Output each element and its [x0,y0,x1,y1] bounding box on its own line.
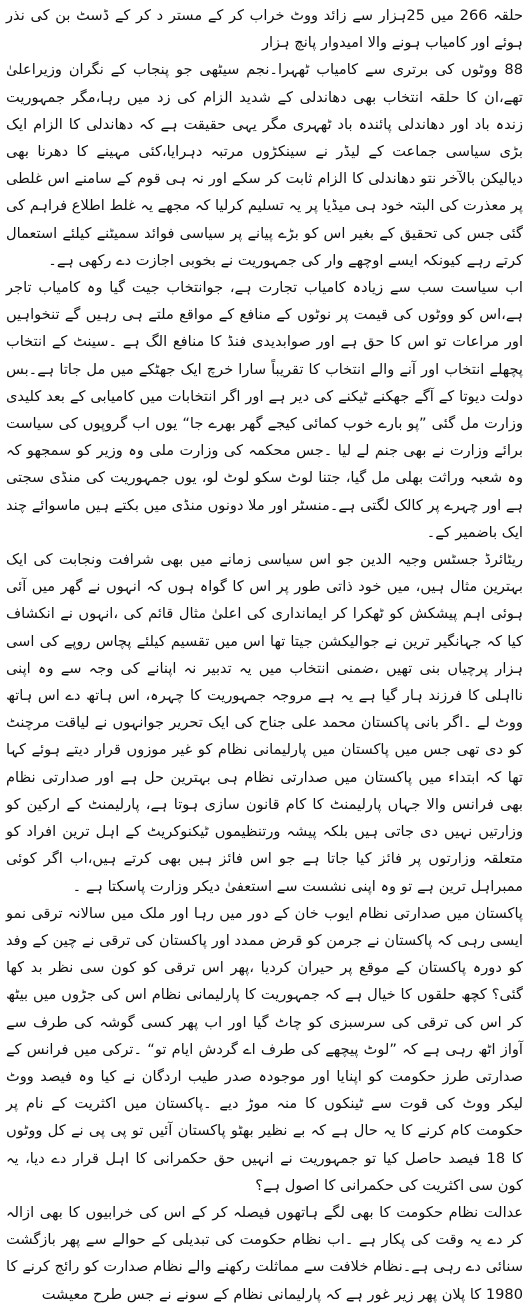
article-paragraph: حلقہ 266 میں 25ہزار سے زائد ووٹ خراب کر کے مستر د کر کے ڈسٹ بن کی نذر ہوئے اور کامیاب ہونے والا امیدوار پانچ ہزار [6,7,523,52]
article-body [6,2,523,1303]
article-paragraph: 88 ووٹوں کی برتری سے کامیاب ٹھہرا۔نجم سیٹھی جو پنجاب کے نگران وزیراعلیٰ تھے،ان کا حلقہ انتخاب بھی دھاندلی کے شدید الزام کی زد میں رہا،مگر جمہوریت زندہ باد اور دھاندلی پائندہ باد ٹھہری مگر یہی حقیقت ہے کہ دھاندلی کا الزام ایک بڑی سیاسی جماعت کے لیڈر نے سینکڑوں مرتبہ دہرایا،کئی مہینے کا دھرنا بھی دیالیکن بالآخر نتو دھاندلی کا الزام ثابت کر سکے اور نہ ہی قوم کے سامنے اس غلطی پر معذرت کی البتہ خود ہی میڈیا پر یہ تسلیم کرلیا کہ مجھے یہ غلط اطلاع فراہم کی گئی جس کی تحقیق کے بغیر اس کو بڑے پیانے پر سیاسی فوائد سمیٹنے کیلئے استعمال کرتے رہے کیونکہ ایسے اوچھے وار کی جمہوریت نے بخوبی اجازت دے رکھی ہے۔ [6,61,523,269]
article-paragraph: عدالت نظام حکومت کا بھی لگے ہاتھوں فیصلہ کر کے اس کی خرابیوں کا بھی ازالہ کر دے یہ وقت کی پکار ہے ۔اب نظام حکومت کی تبدیلی کے حوالے سے پھر بازگشت سنائی دے رہی ہے۔نظام خلافت سے مماثلت رکھنے والے نظام صدارت کو رائج کرنے کا 1980 کا پلان پھر زیر غور ہے کہ پارلیمانی نظام کے سونے نے جس طرح معیشت [6,1203,523,1303]
article-paragraph: اب سیاست سب سے زیادہ کامیاب تجارت ہے، جوانتخاب جیت گیا وہ کامیاب تاجر ہے،اس کو ووٹوں کی قیمت پر نوٹوں کے منافع کے مواقع ملتے ہی رہیں گے تنخواہیں اور مراعات تو اس کا حق ہے اور صوابدیدی فنڈ کا منافع الگ ہے ۔سینٹ کے انتخاب پچھلے انتخاب اور آنے والے انتخاب کا تقریباً سارا خرچ ایک جھٹکے میں مل جاتا ہے۔بس دولت دیوتا کے آگے جھکنے ٹیکنے کی دیر ہے اور اگر انتخابات میں کامیابی کے بعد کلیدی وزارت مل گئی ”پو بارے خوب کمائی کیجے گھر بھرے جا“ یوں اب گروپوں کی سیاست برائے وزارت نے بھی جنم لے لیا ۔جس محکمہ کی وزارت ملی وہ وزیر کو سمجھو کہ وہ شعبہ وراثت بھلی مل گیا، جتنا لوٹ سکو لوٹ لو، یوں جمہوریت کی منڈی سجتی ہے اور چہرے پر کالک لگتی ہے۔منسٹر اور ملا دونوں منڈی میں بکتے ہیں ماسوائے چند ایک باضمیر کے۔ [6,279,523,541]
article-paragraph: ریٹائرڈ جسٹس وجیہ الدین جو اس سیاسی زمانے میں بھی شرافت ونجابت کی ایک بہترین مثال ہیں، میں خود ذاتی طور پر اس کا گواہ ہوں کہ انہوں نے گھر میں آئی ہوئی اہم پیشکش کو ٹھکرا کر ایمانداری کی اعلیٰ مثال قائم کی ،انہوں نے انکشاف کیا کہ جہانگیر ترین نے جوالیکشن جیتا تھا اس میں تقسیم کیلئے پچاس روپے کی اسی ہزار پرچیاں بنی تھیں ،ضمنی انتخاب میں یہ تدبیر نہ اپنانے کی وجہ سے وہ اپنی نااہلی کا فرزند ہار گیا ہے یہ ہے مروجہ جمہوریت کا چہرہ، اس ہاتھ دے اس ہاتھ ووٹ لے ۔اگر بانی پاکستان محمد علی جناح کی ایک تحریر جوانہوں نے لیاقت مرچنٹ کو دی تھی جس میں پاکستان میں پارلیمانی نظام کو غیر موزوں قرار دیتے ہوئے کہا تھا کہ ابتداء میں پاکستان میں صدارتی نظام ہی بہترین حل ہے اور صدارتی نظام بھی فرانس والا جہاں پارلیمنٹ کا کام قانون سازی ہوتا ہے، پارلیمنٹ کے ارکین کو وزارتیں نہیں دی جاتی ہیں بلکہ پیشہ ورتنظیموں ٹیکنوکریٹ کے اہل ترین افراد کو متعلقہ وزارتوں پر فائز کیا جاتا ہے جو اس فائز ہیں بھی کرتے ہیں،اب اگر کوئی ممبراہل ترین ہے تو وہ اپنی نشست سے استعفیٰ دیکر وزارت پاسکتا ہے ۔ [6,551,523,895]
article-paragraph: پاکستان میں صدارتی نظام ایوب خان کے دور میں رہا اور ملک میں سالانہ ترقی نمو ایسی رہی کہ پاکستان نے جرمن کو قرض ممدد اور پاکستان کی ترقی نے چین کے وفد کو دورہ پاکستان کے موقع پر حیران کردیا ،پھر اس ترقی کو کون سی نظر بد کھا گئی؟ کچھ حلقوں کا خیال ہے کہ جمہوریت کا پارلیمانی نظام اس کی جڑوں میں بیٹھ کر اس کی ترقی کی سرسبزی کو چاٹ گیا اور اب پھر کسی گوشہ کی طرف سے آواز اٹھ رہی ہے کہ ”لوٹ پیچھے کی طرف اے گردش ایام تو“ ۔ترکی میں فرانس کے صدارتی طرز حکومت کو اپنایا اور موجودہ صدر طیب اردگان نے کیا وہ فیصد ووٹ لیکر ووٹ کی قوت سے ٹینکوں کا منہ موڑ دیے ۔پاکستان میں اکثریت کے نام پر حکومت کام کرنے کا یہ حال ہے کہ بے نظیر بھٹو پاکستان آئیں تو پی پی نے کل ووٹوں کا 18 فیصد حاصل کیا تو جمہوریت نے انہیں حق حکمرانی کا اہل قرار دے دیا، یہ کون سی اکثریت کی حکمرانی کا اصول ہے؟ [6,904,523,1194]
